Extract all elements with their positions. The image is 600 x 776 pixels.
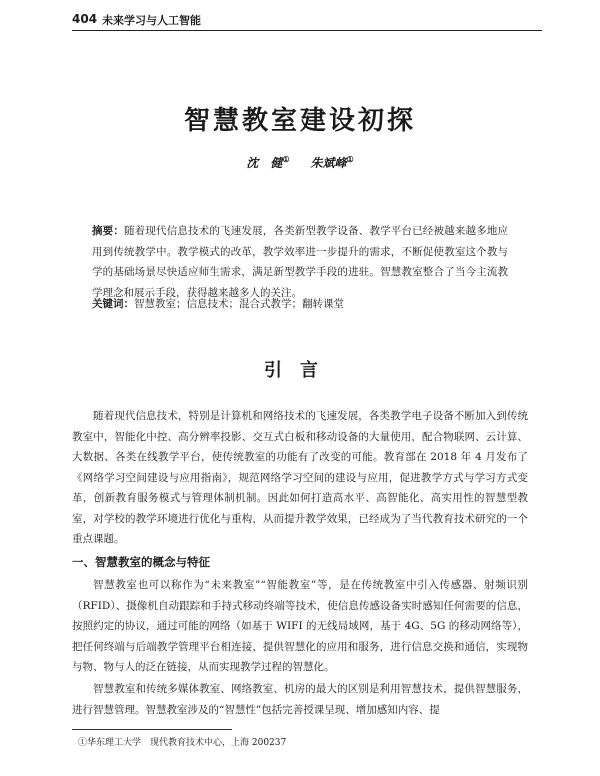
keywords-label: 关键词： (92, 298, 134, 310)
author-affiliation-mark: ① (346, 154, 354, 164)
footnote: ①华东理工大学 现代教育技术中心，上海 200237 (78, 738, 287, 748)
abstract-label: 摘要： (92, 225, 125, 237)
running-title: 未来学习与人工智能 (102, 14, 201, 27)
section-heading-intro: 引言 (264, 360, 336, 381)
keywords (92, 294, 508, 314)
footnote-divider (72, 729, 232, 730)
body-paragraph: 智慧教室也可以称作为“未来教室”“智能教室”等，是在传统教室中引入传感器、射频识别（RFID）、摄像机自动跟踪和手持式移动终端等技术，使信息传感设备实时感知任何需要的信息，按照约定的协议，通过可能的网络（如基于 WIFI 的无线局域网，基于 4G、5G 的移动网络等），把任何终端与后端教学管理平台相连接，提供智慧化的应用和服务，进行信息交换和通信，实现物与物、物与人的泛在链接，从而实现教学过程的智慧化。 (72, 579, 528, 673)
author-line (0, 154, 600, 171)
abstract-text: 随着现代信息技术的飞速发展，各类新型教学设备、教学平台已经被越来越多地应用到传统教学中。教学模式的改革，教学效率进一步提升的需求，不断促使教室这个教与学的基础场景尽快适应师生需求，满足新型教学手段的进驻。智慧教室整合了当今主流教学理念和展示手段，获得越来越多人的关注。 (92, 225, 509, 299)
abstract (92, 221, 508, 303)
author-name: 沈 健 (246, 156, 283, 170)
header-divider (72, 30, 542, 31)
author-affiliation-mark: ① (282, 154, 290, 164)
author-name: 朱斌峰 (310, 156, 347, 170)
page-number: 404 (72, 12, 98, 26)
running-header (72, 12, 542, 34)
article-title: 智慧教室建设初探 (183, 106, 416, 136)
intro-paragraph: 随着现代信息技术，特别是计算机和网络技术的飞速发展，各类教学电子设备不断加入到传统教室中，智能化中控、高分辨率投影、交互式白板和移动设备的大量使用，配合物联网、云计算、大数据、各类在线教学平台，使传统教室的功能有了改变的可能。教育部在 2018 年 4 月发布了《网络学习空间建设与应用指南》，规范网络学习空间的建设与应用，促进教学方式与学习方式变革，创新教育服务模式与管理体制机制。因此如何打造高水平、高智能化、高实用性的智慧型教室，对学校的教学环境进行优化与重构，从而提升教学效果，已经成为了当代教育技术研究的一个重点课题。 (72, 410, 528, 545)
body-paragraph: 智慧教室和传统多媒体教室、网络教室、机房的最大的区别是利用智慧技术，提供智慧服务，进行智慧管理。智慧教室涉及的“智慧性”包括完善授课呈现、增加感知内容、提 (72, 683, 528, 716)
keywords-text: 智慧教室；信息技术；混合式教学；翻转课堂 (134, 298, 344, 310)
section-heading-concept: 一、智慧教室的概念与特征 (72, 555, 210, 569)
